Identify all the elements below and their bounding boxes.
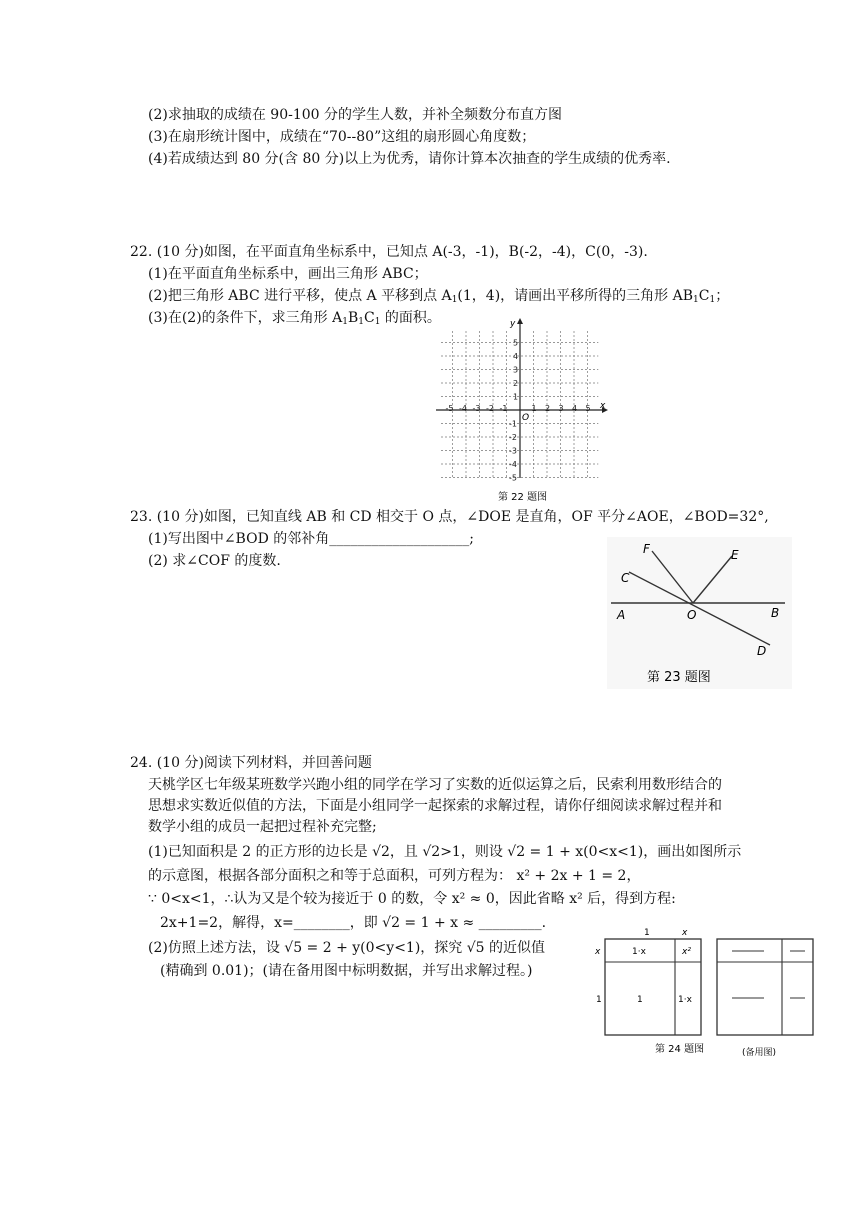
q22-x-tick-label: -5 xyxy=(445,404,454,413)
q22-y-tick-label: -5 xyxy=(509,473,517,483)
q24-caption: 第 24 题图 xyxy=(655,1044,705,1055)
q24-intro-2: 思想求实数近似值的方法，下面是小组同学一起探索的求解过程，请你仔细阅读求解过程并和 xyxy=(148,798,722,814)
q22-y-arrow xyxy=(517,318,523,324)
q23-angle-figure xyxy=(607,537,792,689)
q22-header: 22. (10 分)如图，在平面直角坐标系中，已知点 A(-3，-1)，B(-2，-4)，C(0，-3). xyxy=(130,244,648,260)
q22-y-tick-label: 3 xyxy=(513,365,519,375)
q22-origin-label: O xyxy=(522,413,530,423)
q22-part3: (3)在(2)的条件下，求三角形 $A_1B_1C_1$ 的面积。 xyxy=(148,310,441,327)
q21-part2: (2)求抽取的成绩在 90-100 分的学生人数，并补全频数分布直方图 xyxy=(148,107,562,123)
q24-part1-line3: ∵ 0<x<1，∴认为又是个较为接近于 0 的数，令 x² ≈ 0，因此省略 x² 后，得到方程: xyxy=(148,891,676,907)
q24-cell-bottom-left: 1 xyxy=(637,995,643,1005)
q24-part1-line4: 2x+1=2，解得，x=________，即 √2 = 1 + x ≈ _________. xyxy=(160,915,547,931)
q24-header: 24. (10 分)阅读下列材料，并回善问题 xyxy=(130,755,372,771)
q22-x-tick-label: -4 xyxy=(459,404,467,413)
q24-spare-caption: (备用图) xyxy=(742,1048,777,1058)
q24-fig-top-1: 1 xyxy=(644,928,650,938)
q24-cell-top-left: 1·x xyxy=(632,947,646,957)
q23-label-o: O xyxy=(687,608,697,622)
q23-part1: (1)写出图中∠BOD 的邻补角____________________; xyxy=(148,531,474,547)
q24-area-figure xyxy=(590,924,820,1064)
q22-part3-a: (3)在(2)的条件下，求三角形 A xyxy=(148,310,343,326)
q24-part2-line2: (精确到 0.01)；(请在备用图中标明数据，并写出求解过程。) xyxy=(160,963,533,979)
q22-x-tick-label: -3 xyxy=(472,404,481,413)
q21-part3: (3)在扇形统计图中，成绩在“70--80”这组的扇形圆心角度数； xyxy=(148,129,536,145)
q24-fig-left-1: 1 xyxy=(596,995,602,1005)
q22-y-tick-label: -4 xyxy=(509,460,517,469)
q22-x-tick-label: 2 xyxy=(545,404,551,413)
q24-intro-1: 天桃学区七年级某班数学兴跑小组的同学在学习了实数的近似运算之后，民索利用数形结合的 xyxy=(148,777,722,793)
q22-x-tick-label: 1 xyxy=(531,404,537,413)
q23-label-a: A xyxy=(617,608,626,622)
q23-label-c: C xyxy=(621,571,630,585)
q22-x-tick-label: -1 xyxy=(499,404,508,413)
q23-label-e: E xyxy=(731,548,739,562)
q22-caption: 第 22 题图 xyxy=(498,492,548,503)
q24-part2-line1: (2)仿照上述方法，设 √5 = 2 + y(0<y<1)，探究 √5 的近似值 xyxy=(148,940,546,956)
q23-part2: (2) 求∠COF 的度数. xyxy=(148,553,281,569)
q22-part2: (2)把三角形 ABC 进行平移，使点 A 平移到点 $A_1(1$，4)，请画出平移所得的三角形 $AB_1C_1$； xyxy=(148,288,730,305)
q24-intro-3: 数学小组的成员一起把过程补充完整; xyxy=(148,819,377,835)
q22-y-tick-label: 1 xyxy=(513,392,519,402)
q22-grid-figure xyxy=(430,316,615,506)
q22-part2-b: (1，4)，请画出平移所得的三角形 A xyxy=(457,288,683,304)
q22-y-tick-label: -2 xyxy=(509,433,517,442)
q22-x-tick-label: -2 xyxy=(486,404,494,413)
q22-y-tick-label: 2 xyxy=(513,379,519,388)
q24-fig-left-x: x xyxy=(595,947,601,957)
q22-part3-b: 的面积。 xyxy=(380,310,441,326)
q24-fig-top-x: x xyxy=(682,928,688,938)
q23-label-f: F xyxy=(643,542,650,556)
q22-y-tick-label: -1 xyxy=(509,419,517,429)
q22-x-tick-label: 5 xyxy=(585,404,591,413)
q22-part1: (1)在平面直角坐标系中，画出三角形 ABC； xyxy=(148,266,428,282)
q21-part4: (4)若成绩达到 80 分(含 80 分)以上为优秀，请你计算本次抽查的学生成绩的优秀率. xyxy=(148,151,671,167)
q24-spare-square xyxy=(717,939,813,1035)
q22-x-label: x xyxy=(600,401,606,411)
q24-cell-top-right: x² xyxy=(682,947,691,957)
q24-cell-bottom-right: 1·x xyxy=(678,995,692,1005)
q22-y-tick-label: 5 xyxy=(513,338,519,348)
q23-caption: 第 23 题图 xyxy=(647,670,711,685)
q24-part1-line2: 的示意图，根据各部分面积之和等于总面积，可列方程为： x² + 2x + 1 = 2， xyxy=(148,868,641,884)
q22-x-tick-label: 3 xyxy=(558,404,564,413)
q22-y-tick-label: -3 xyxy=(509,446,517,456)
q22-y-tick-label: 4 xyxy=(513,352,519,361)
q23-label-b: B xyxy=(771,606,780,620)
q22-x-tick-label: 4 xyxy=(572,404,578,413)
q22-y-label: y xyxy=(510,319,516,329)
q23-header: 23. (10 分)如图，已知直线 AB 和 CD 相交于 O 点，∠DOE 是直角，OF 平分∠AOE，∠BOD=32°, xyxy=(130,509,769,525)
q22-part2-a: (2)把三角形 ABC 进行平移，使点 A 平移到点 A xyxy=(148,288,452,304)
q23-label-d: D xyxy=(757,644,767,658)
q24-part1-line1: (1)已知面积是 2 的正方形的边长是 √2，且 √2>1，则设 √2 = 1 + x(0<x<1)，画出如图所示 xyxy=(148,844,742,860)
